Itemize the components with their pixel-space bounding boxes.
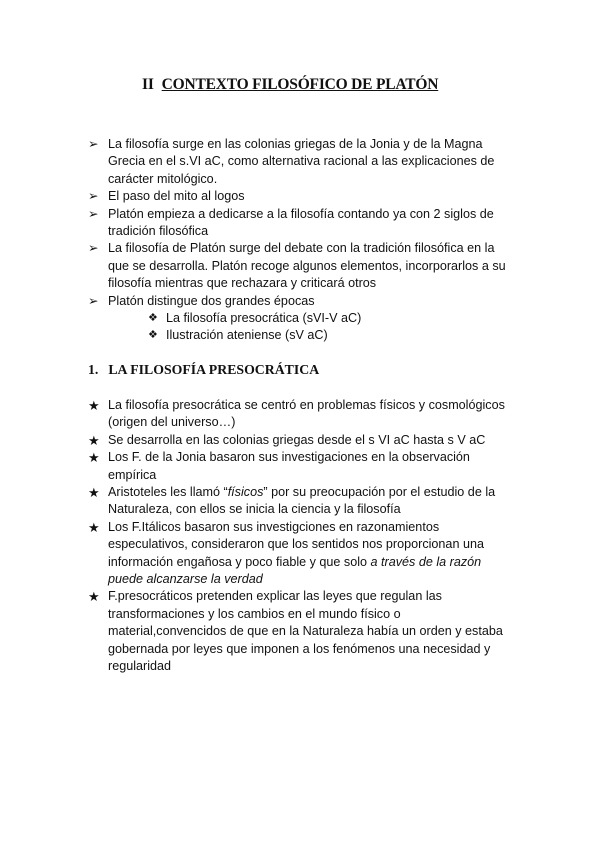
- star-bullet-icon: ★: [88, 432, 100, 448]
- list-item: [88, 188, 528, 205]
- bullet-line-start: información engañosa y poco fiable y que solo: [108, 554, 371, 569]
- bullet-line: Platón empieza a dedicarse a la filosofía contando ya con 2 siglos de: [108, 206, 494, 221]
- star-bullet-icon: ★: [88, 398, 100, 413]
- bullet-line-start: Aristoteles les llamó “: [108, 485, 228, 500]
- bullet-line: Platón distingue dos grandes épocas: [108, 293, 315, 308]
- section-title: LA FILOSOFÍA PRESOCRÁTICA: [108, 362, 320, 377]
- bullet-line: especulativos, consideraron que los sentidos nos proporcionan una: [108, 537, 484, 552]
- star-bullet-icon: ★: [88, 450, 100, 466]
- bullet-line: tradición filosófica: [108, 224, 209, 239]
- diamond-bullet-icon: ❖: [148, 329, 158, 342]
- intro-bullet-list: [88, 136, 528, 345]
- section-number: 1.: [88, 362, 99, 377]
- bullet-line: gobernada por leyes que imponen a los fenómenos una necesidad y: [108, 641, 491, 656]
- list-item: [88, 206, 528, 241]
- arrow-bullet-icon: ➢: [88, 189, 99, 204]
- bullet-line: El paso del mito al logos: [108, 189, 245, 204]
- arrow-bullet-icon: ➢: [88, 137, 99, 151]
- sub-item-text: La filosofía presocrática (sVI-V aC): [166, 311, 362, 326]
- bullet-line: filosofía mientras que rechazara y criticará otros: [108, 276, 377, 291]
- list-item: [88, 397, 528, 432]
- bullet-line: Los F. de la Jonia basaron sus investigaciones en la observación: [108, 450, 470, 465]
- section-heading: [88, 362, 319, 378]
- bullet-line: empírica: [108, 467, 157, 482]
- list-item: [88, 588, 528, 675]
- sub-item-text: Ilustración ateniense (sV aC): [166, 328, 328, 343]
- bullet-line: Naturaleza, con ellos se inicia la ciencia y la filosofía: [108, 502, 401, 517]
- bullet-line: La filosofía de Platón surge del debate con la tradición filosófica en la: [108, 241, 495, 256]
- bullet-line: regularidad: [108, 659, 172, 674]
- bullet-line: (origen del universo…): [108, 415, 236, 430]
- bullet-line-end: ” por su preocupación por el estudio de la: [263, 485, 496, 500]
- document-title: [142, 76, 562, 94]
- list-item: [88, 449, 528, 484]
- bullet-line: La filosofía surge en las colonias griegas de la Jonia y de la Magna: [108, 137, 483, 151]
- bullet-line: Los F.Itálicos basaron sus investigciones en razonamientos: [108, 519, 440, 534]
- arrow-bullet-icon: ➢: [88, 241, 99, 256]
- bullet-line: carácter mitológico.: [108, 171, 218, 186]
- diamond-bullet-icon: ❖: [148, 312, 158, 325]
- list-item: [88, 484, 528, 519]
- star-bullet-icon: ★: [88, 519, 100, 535]
- bullet-line: Grecia en el s.VI aC, como alternativa racional a las explicaciones de: [108, 154, 495, 169]
- emphasis-text: puede alcanzarse la verdad: [108, 572, 263, 587]
- sub-list-item: [108, 310, 528, 327]
- bullet-line: Se desarrolla en las colonias griegas desde el s VI aC hasta s V aC: [108, 432, 486, 447]
- bullet-line: F.presocráticos pretenden explicar las leyes que regulan las: [108, 589, 442, 604]
- arrow-bullet-icon: ➢: [88, 293, 99, 308]
- presocratic-bullet-list: [88, 397, 528, 676]
- list-item: [88, 432, 528, 449]
- bullet-line: que se desarrolla. Platón recoge algunos elementos, incorporarlos a su: [108, 258, 506, 273]
- list-item: [88, 240, 528, 292]
- emphasis-text: físicos: [227, 485, 264, 500]
- sub-bullet-list: [108, 310, 528, 345]
- list-item: [88, 293, 528, 345]
- bullet-line: La filosofía presocrática se centró en problemas físicos y cosmológicos: [108, 398, 505, 412]
- title-number: II: [142, 76, 154, 93]
- bullet-line: transformaciones y los cambios en el mundo físico o: [108, 606, 401, 621]
- star-bullet-icon: ★: [88, 485, 100, 501]
- arrow-bullet-icon: ➢: [88, 206, 99, 221]
- sub-list-item: [108, 327, 528, 344]
- list-item: [88, 136, 528, 188]
- star-bullet-icon: ★: [88, 589, 100, 605]
- bullet-line: material,convencidos de que en la Naturaleza había un orden y estaba: [108, 624, 503, 639]
- title-text: CONTEXTO FILOSÓFICO DE PLATÓN: [161, 76, 439, 93]
- emphasis-text: a través de la razón: [370, 554, 482, 569]
- list-item: [88, 519, 528, 589]
